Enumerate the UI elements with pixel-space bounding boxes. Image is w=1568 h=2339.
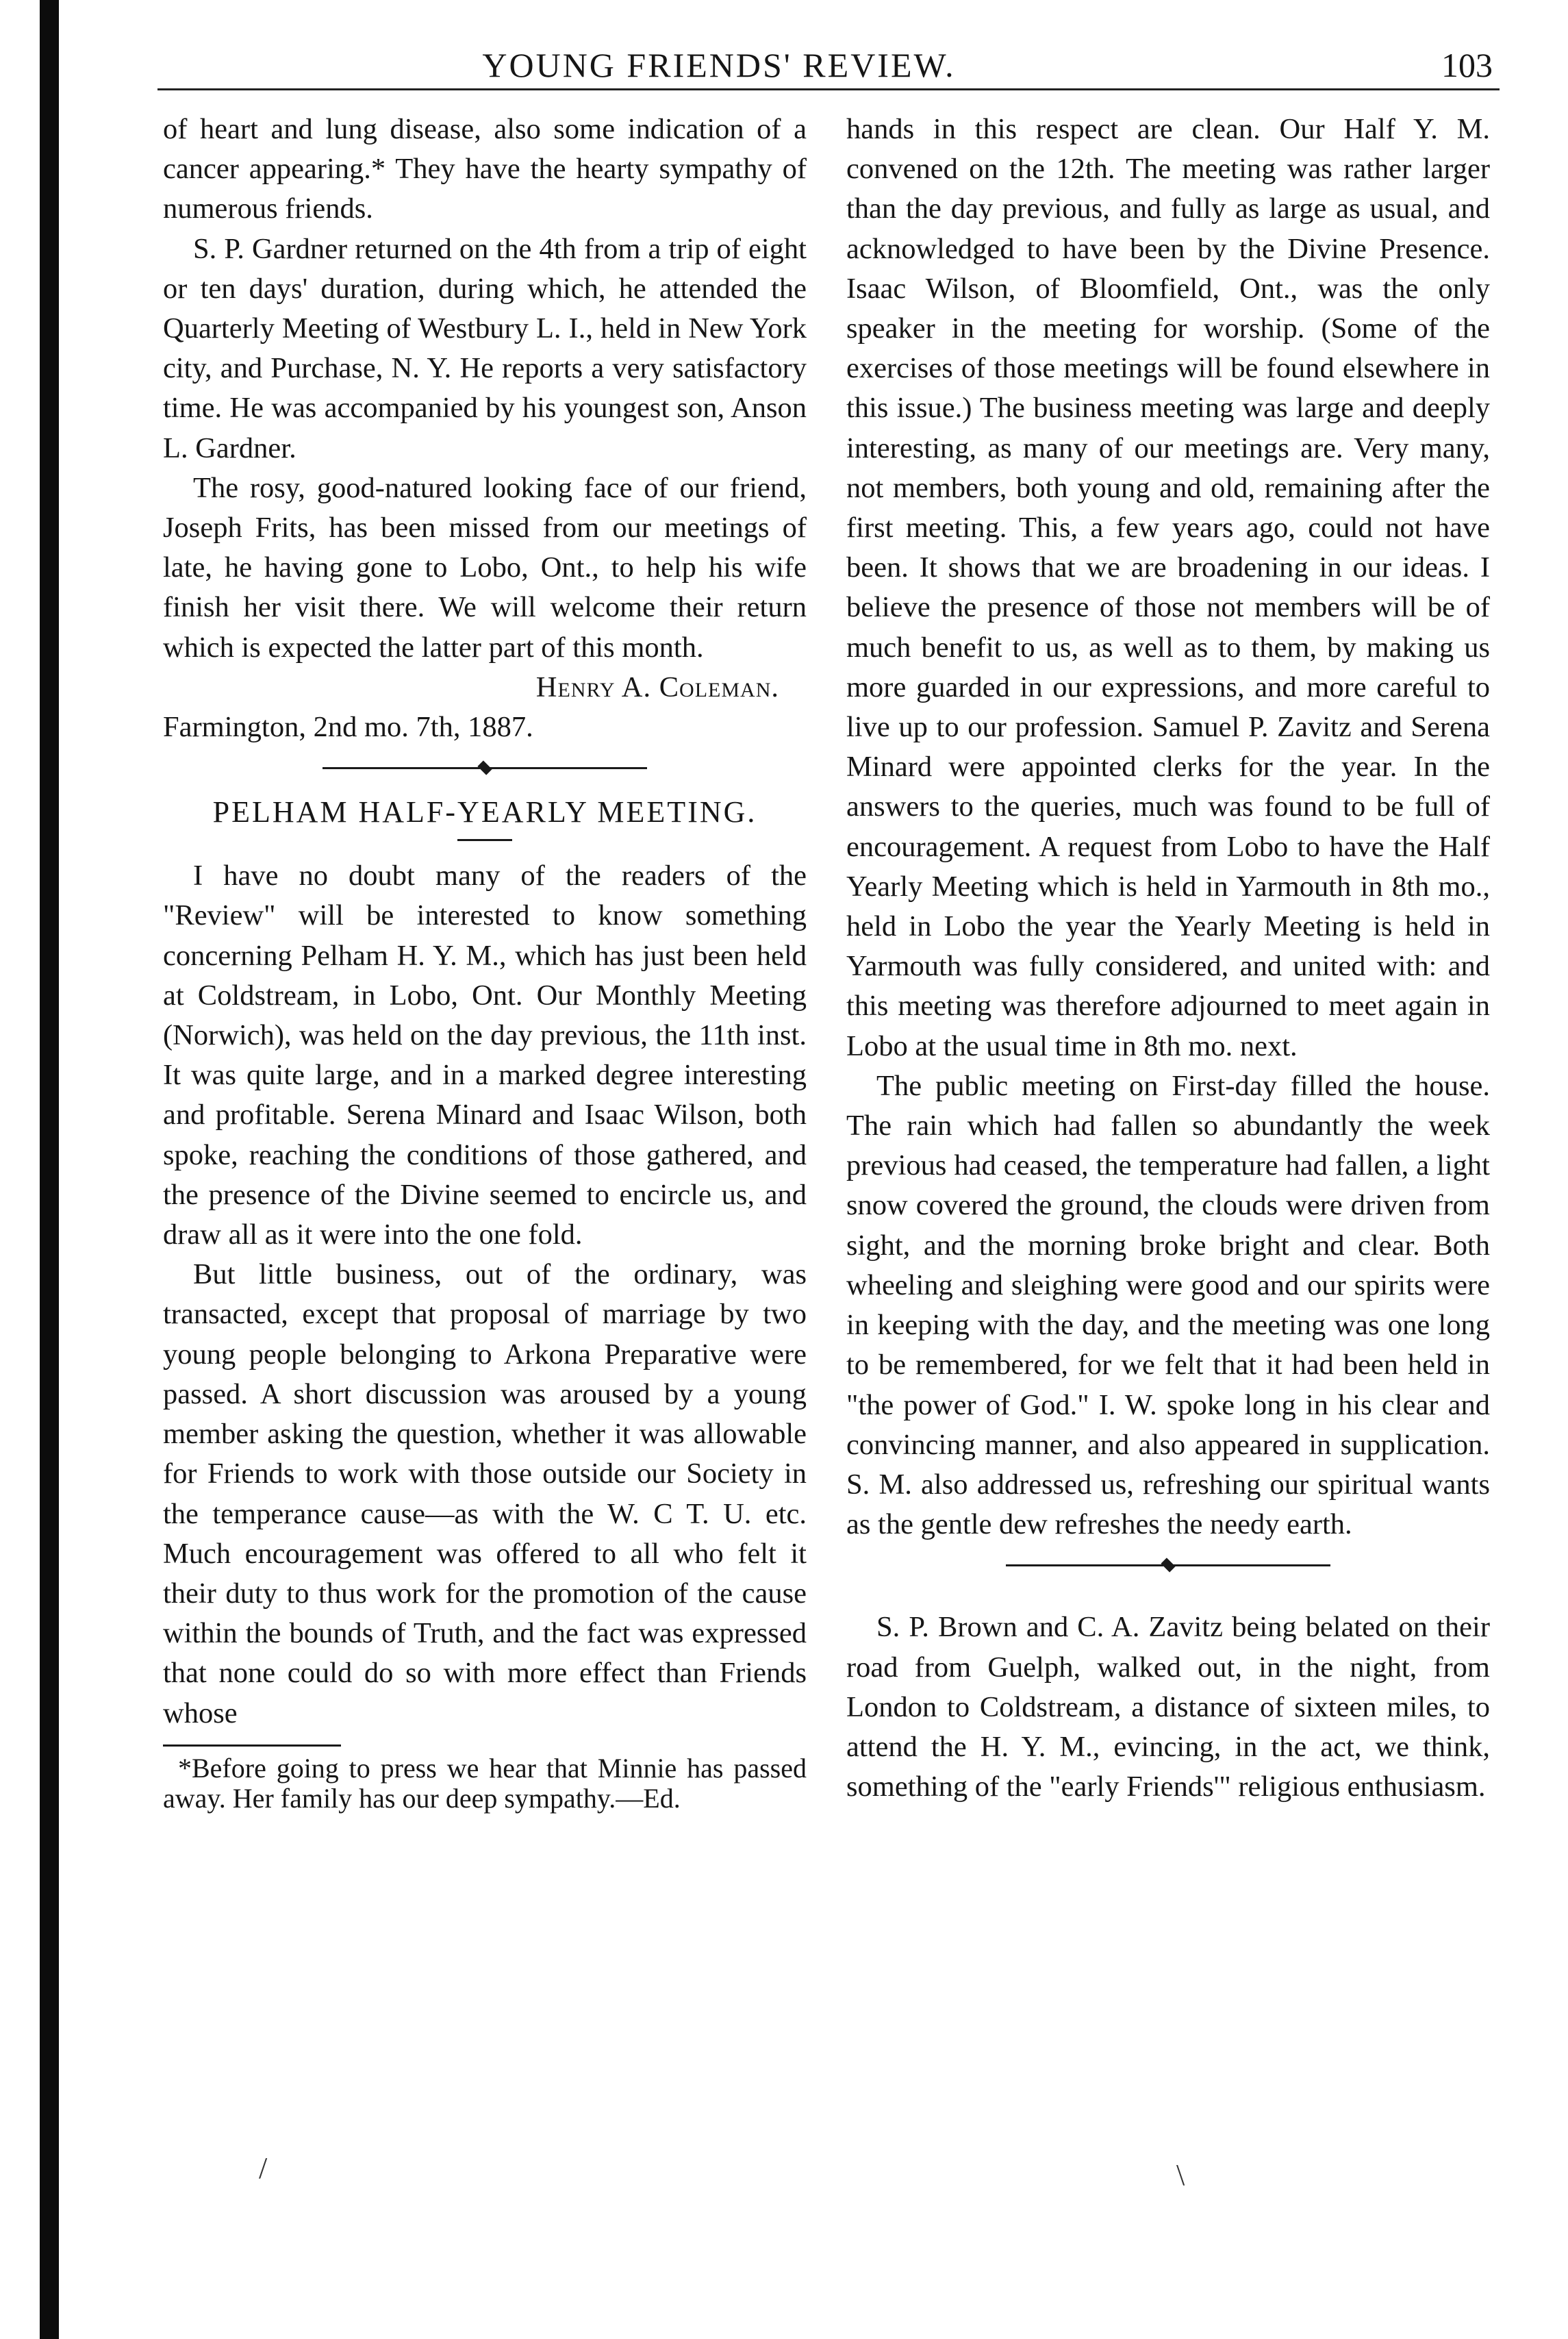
paragraph: S. P. Gardner returned on the 4th from a trip of eight or ten days' duration, during which, he attended the Quarterly Meeting of Westbury L. I., held in New York city, and Purchase, N. Y. He reports a very satisfactory time. He was accompanied by his youngest son, Anson L. Gardner.: [163, 232, 807, 464]
paragraph: The public meeting on First-day filled the house. The rain which had fallen so abundantly the week previous had ceased, the temperature had fallen, a light snow covered the ground, the clouds were driven from sight, and the morning broke bright and clear. Both wheeling and sleighing were good and our spirits were in keeping with the day, and the meeting was one long to be remembered, for we felt that it had been held in "the power of God." I. W. spoke long in his clear and convincing manner, and also appeared in supplication. S. M. also addressed us, refreshing our spiritual wants as the gentle dew refreshes the needy earth.: [846, 1069, 1490, 1541]
dateline: Farmington, 2nd mo. 7th, 1887.: [163, 711, 533, 744]
right-column: [846, 110, 1490, 1807]
binding-edge: [40, 0, 59, 2339]
footnote: *Before going to press we hear that Minnie has passed away. Her family has our deep sympathy.—Ed.: [163, 1752, 807, 1814]
stray-mark: \: [1176, 2158, 1185, 2192]
running-title: YOUNG FRIENDS' REVIEW.: [482, 46, 956, 84]
page-header: [157, 37, 1500, 92]
ornamental-divider: [163, 749, 807, 787]
footnote-rule: [163, 1744, 341, 1747]
paragraph: But little business, out of the ordinary, was transacted, except that proposal of marriage by two young people belonging to Arkona Preparative were passed. A short discussion was aroused by a young member asking the question, whether it was allowable for Friends to work with those outside our Society in the temperance cause—as with the W. C T. U. etc. Much encouragement was offered to all who felt it their duty to thus work for the promotion of the cause within the bounds of Truth, and the fact was expressed that none could do so with more effect than Friends whose: [163, 1258, 807, 1729]
header-rule: [157, 88, 1500, 90]
signature: Henry A. Coleman.: [535, 671, 779, 703]
section-title: PELHAM HALF-YEARLY MEETING.: [212, 795, 757, 829]
page-number: 103: [1441, 46, 1493, 84]
paragraph: hands in this respect are clean. Our Half Y. M. convened on the 12th. The meeting was rather larger than the day previous, and fully as large as usual, and acknowledged to have been by the Divine Presence. Isaac Wilson, of Bloomfield, Ont., was the only speaker in the meeting for worship. (Some of the exercises of those meetings will be found elsewhere in this issue.) The business meeting was large and deeply interesting, as many of our meetings are. Very many, not members, both young and old, remaining after the first meeting. This, a few years ago, could not have been. It shows that we are broadening in our ideas. I believe the presence of those not members will be of much benefit to us, as well as to them, by making us more guarded in our expressions, and more careful to live up to our profession. Samuel P. Zavitz and Serena Minard were appointed clerks for the year. In the answers to the queries, much was found to be full of encouragement. A request from Lobo to have the Half Yearly Meeting which is held in Yarmouth in 8th mo., held in Lobo the year the Yearly Meeting is held in Yarmouth was fully considered, and united with: and this meeting was therefore adjourned to meet again in Lobo at the usual time in 8th mo. next.: [846, 113, 1490, 1062]
ornamental-divider: [846, 1546, 1490, 1584]
title-rule: [457, 839, 512, 841]
paragraph: I have no doubt many of the readers of the "Review" will be interested to know something concerning Pelham H. Y. M., which has just been held at Coldstream, in Lobo, Ont. Our Monthly Meeting (Norwich), was held on the day previous, the 11th inst. It was quite large, and in a marked degree interesting and profitable. Serena Minard and Isaac Wilson, both spoke, reaching the conditions of those gathered, and the presence of the Divine seemed to encircle us, and draw all as it were into the one fold.: [163, 860, 807, 1251]
stray-mark: /: [259, 2151, 268, 2185]
paragraph: S. P. Brown and C. A. Zavitz being belated on their road from Guelph, walked out, in the night, from London to Coldstream, a distance of sixteen miles, to attend the H. Y. M., evincing, in the act, we think, something of the "early Friends'" religious enthusiasm.: [846, 1611, 1490, 1803]
paragraph: of heart and lung disease, also some indication of a cancer appearing.* They have the hearty sympathy of numerous friends.: [163, 113, 807, 225]
paragraph: The rosy, good-natured looking face of our friend, Joseph Frits, has been missed from our meetings of late, he having gone to Lobo, Ont., to help his wife finish her visit there. We will welcome their return which is expected the latter part of this month.: [163, 471, 807, 664]
left-column: [163, 110, 807, 1814]
